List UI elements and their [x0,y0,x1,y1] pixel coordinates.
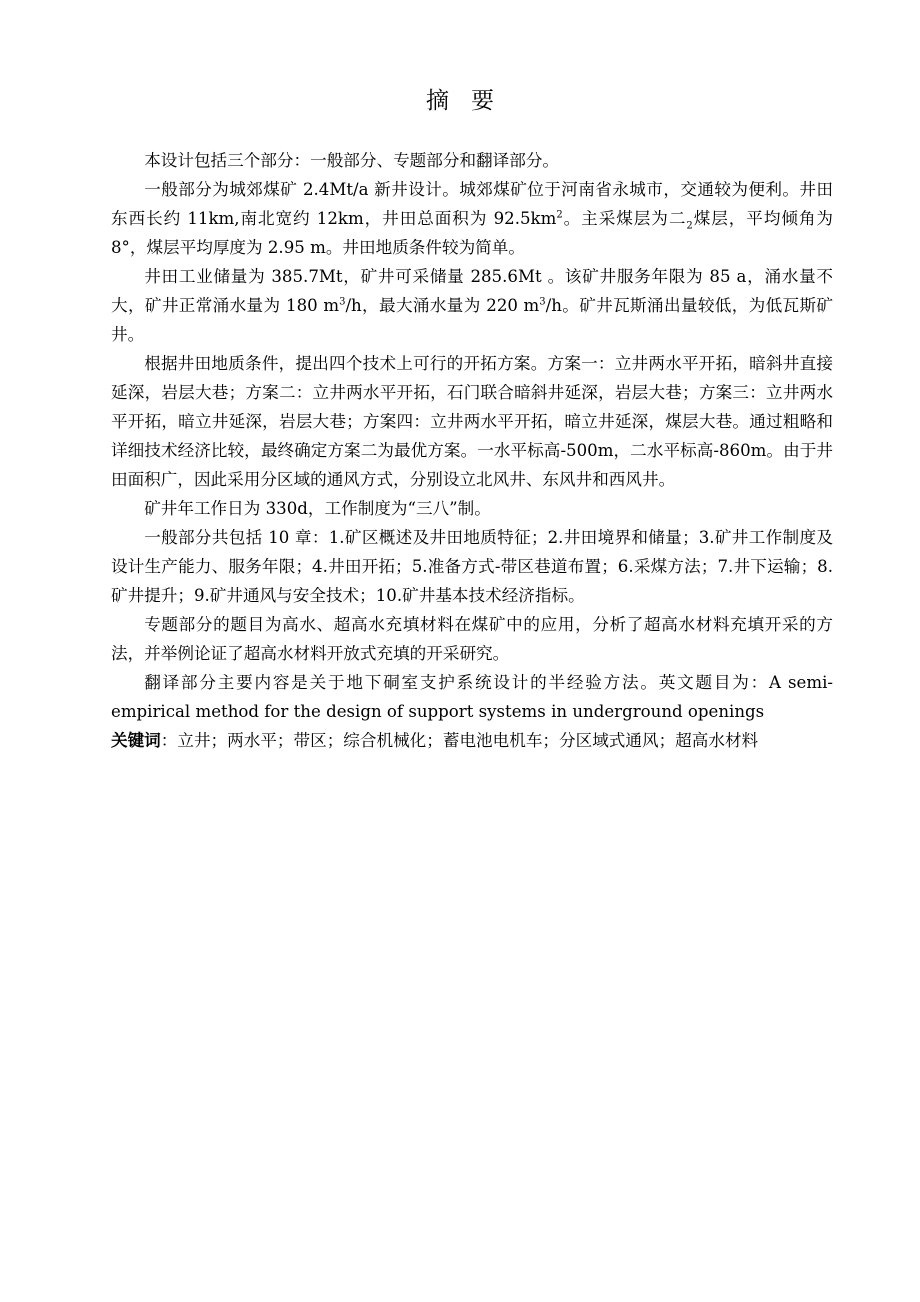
keywords-text: 立井；两水平；带区；综合机械化；蓄电池电机车；分区域式通风；超高水材料 [177,731,759,750]
paragraph-text: 井田工业储量为 385.7Mt，矿井可采储量 285.6Mt 。该矿井服务年限为 85 a，涌水量不大，矿井正常涌水量为 180 m [111,267,833,315]
paragraph-text: 煤层，平均倾角为 8°，煤层平均厚度为 2.95 m。井田地质条件较为简单。 [111,209,834,257]
paragraph-general-part [111,175,833,262]
superscript: 3 [539,296,546,308]
paragraph-text: 一般部分为城郊煤矿 2.4Mt/a 新井设计。城郊煤矿位于河南省永城市，交通较为便利。井田东西长约 11km,南北宽约 12km，井田总面积为 92.5km [111,180,833,228]
superscript: 3 [339,296,346,308]
paragraph-text: /h。矿井瓦斯涌出量较低，为低瓦斯矿井。 [111,296,833,344]
keywords-line [111,726,833,755]
keywords-label: 关键词 [111,731,161,750]
paragraph-text: 。主采煤层为二 [562,209,687,228]
page-title [0,86,920,116]
paragraph-overview: 本设计包括三个部分：一般部分、专题部分和翻译部分。 [144,151,560,170]
paragraph-special-topic: 专题部分的题目为高水、超高水充填材料在煤矿中的应用，分析了超高水材料充填开采的方法，并举例论证了超高水材料开放式充填的开采研究。 [111,615,833,663]
subscript: 2 [686,220,693,232]
paragraph-development-schemes: 根据井田地质条件，提出四个技术上可行的开拓方案。方案一：立井两水平开拓，暗斜井直接延深，岩层大巷；方案二：立井两水平开拓，石门联合暗斜井延深，岩层大巷；方案三：立井两水平开拓，暗立井延深，岩层大巷；方案四：立井两水平开拓，暗立井延深，煤层大巷。通过粗略和详细技术经济比较，最终确定方案二为最优方案。一水平标高-500m，二水平标高-860m。由于井田面积广，因此采用分区域的通风方式，分别设立北风井、东风井和西风井。 [111,354,833,489]
abstract-body [111,146,833,755]
paragraph-work-schedule: 矿井年工作日为 330d，工作制度为“三八”制。 [144,499,491,518]
title-char-2: 要 [471,88,494,114]
paragraph-chapters: 一般部分共包括 10 章：1.矿区概述及井田地质特征；2.井田境界和储量；3.矿井工作制度及设计生产能力、服务年限；4.井田开拓；5.准备方式-带区巷道布置；6.采煤方法；7.井下运输；8.矿井提升；9.矿井通风与安全技术；10.矿井基本技术经济指标。 [111,528,833,605]
paragraph-reserves [111,262,833,349]
paragraph-translation: 翻译部分主要内容是关于地下硐室支护系统设计的半经验方法。英文题目为：A semi-empirical method for the design of support systems in underground openings [111,673,833,721]
keywords-separator: ： [160,731,178,750]
superscript: 2 [556,209,563,221]
title-char-1: 摘 [426,88,449,114]
paragraph-text: /h，最大涌水量为 220 m [345,296,540,315]
